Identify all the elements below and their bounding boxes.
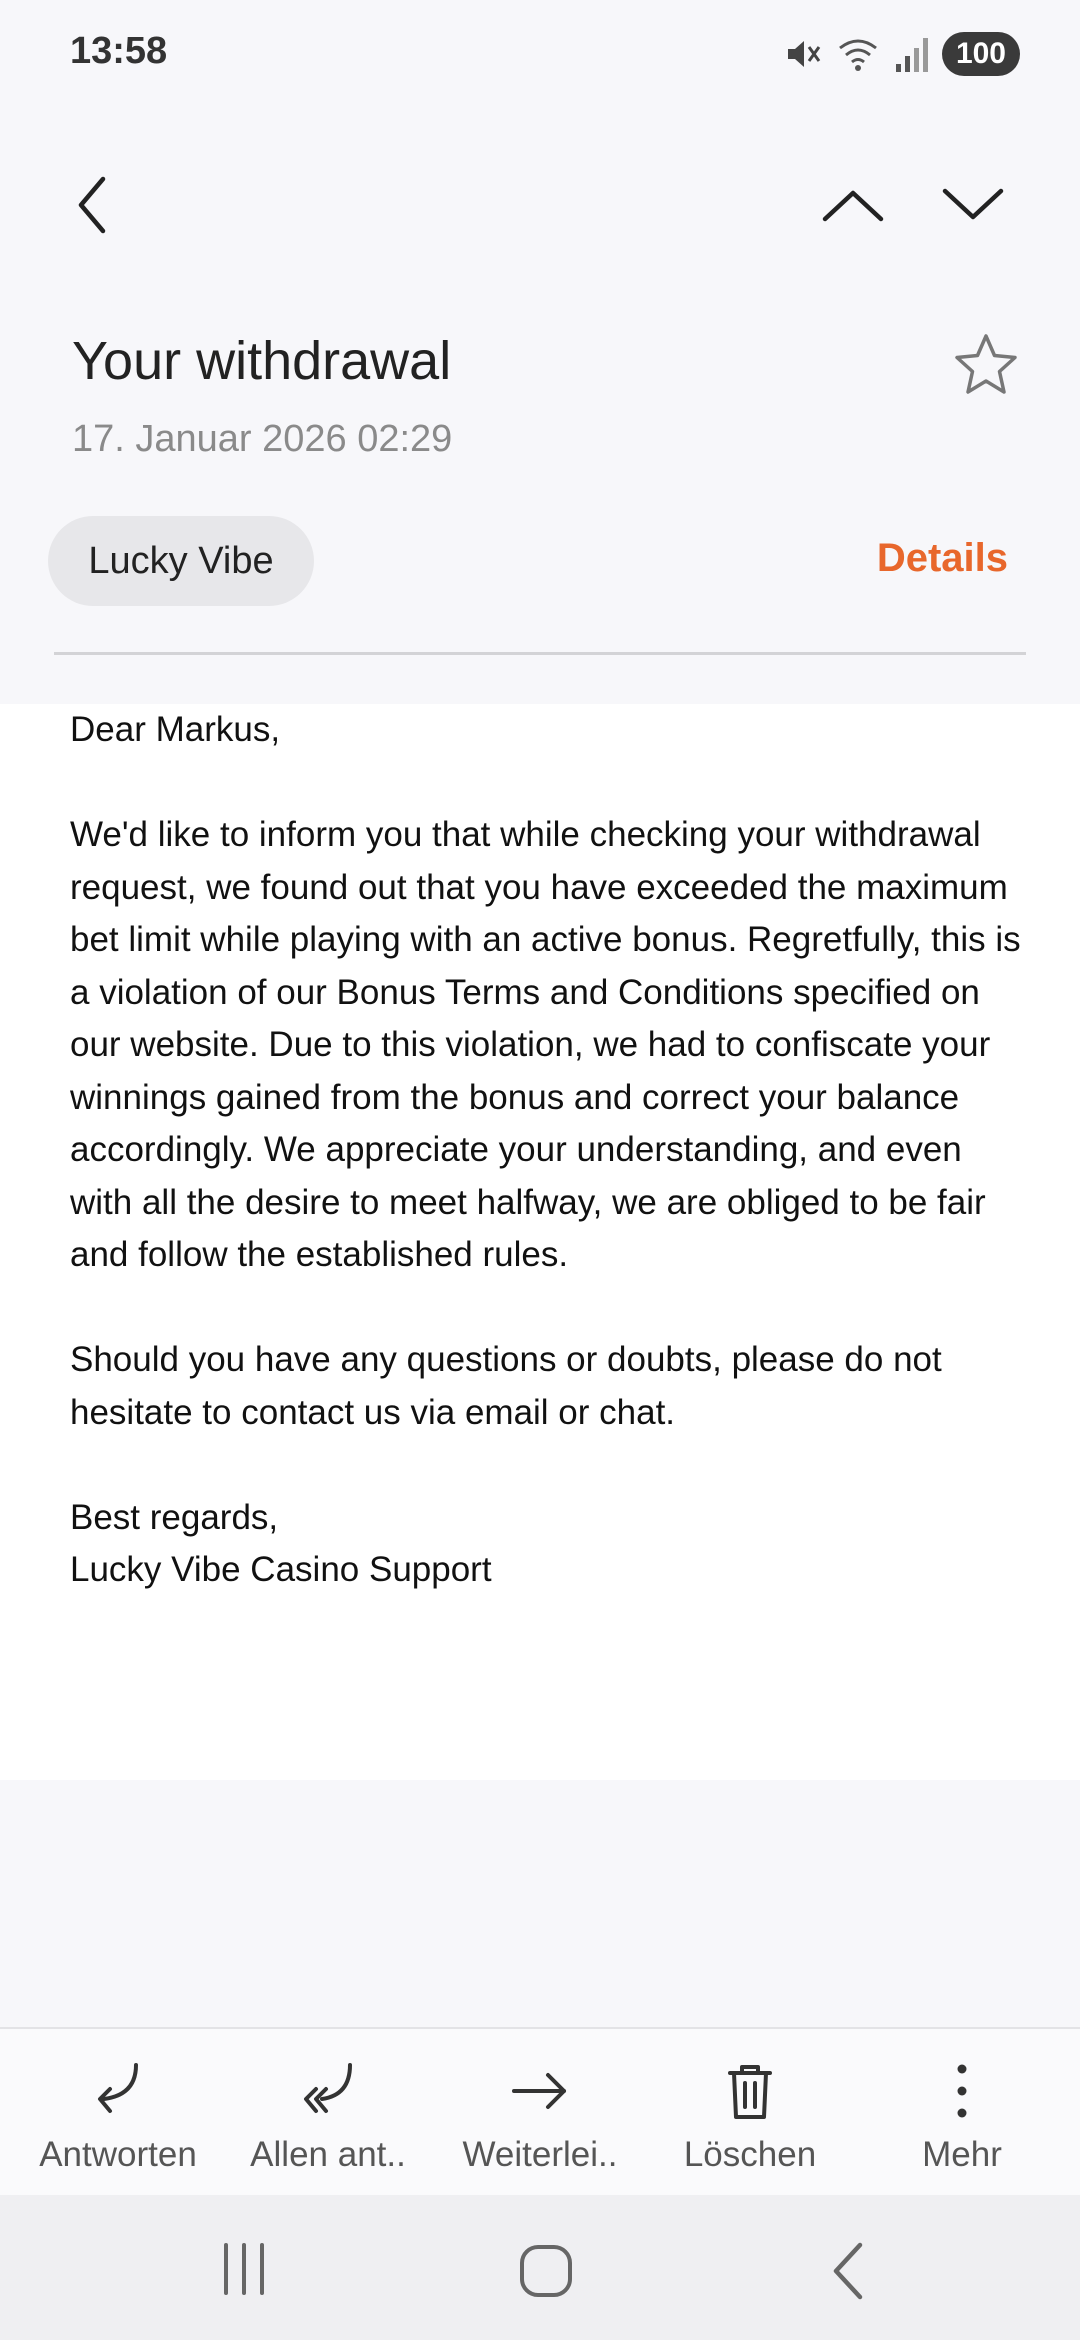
status-bar <box>0 0 1080 110</box>
email-date: 17. Januar 2026 02:29 <box>72 418 453 460</box>
back-arrow-icon <box>73 173 113 237</box>
greeting: Dear Markus, <box>70 710 281 749</box>
reply-button[interactable] <box>18 2029 218 2197</box>
details-link[interactable]: Details <box>876 536 1008 580</box>
more-vertical-icon <box>930 2059 994 2123</box>
wifi-icon <box>836 34 880 74</box>
reply-all-icon <box>296 2059 360 2123</box>
signal-icon <box>894 34 928 74</box>
reply-label: Antworten <box>39 2135 197 2174</box>
more-label: Mehr <box>922 2135 1002 2174</box>
forward-label: Weiterlei.. <box>462 2135 618 2174</box>
sender-chip[interactable]: Lucky Vibe <box>48 516 314 606</box>
previous-email-button[interactable] <box>808 160 898 250</box>
chevron-down-icon <box>941 185 1005 225</box>
reply-all-button[interactable] <box>228 2029 428 2197</box>
status-icons <box>782 32 1020 76</box>
forward-arrow-icon <box>508 2059 572 2123</box>
system-navigation-bar <box>0 2195 1080 2340</box>
reply-icon <box>86 2059 150 2123</box>
action-bar <box>0 2027 1080 2197</box>
header-divider <box>54 652 1026 655</box>
recent-apps-icon[interactable] <box>204 2231 284 2311</box>
chevron-up-icon <box>821 185 885 225</box>
body-paragraph: We'd like to inform you that while checking your withdrawal request, we found out that you have exceeded the maximum bet limit while playing with an active bonus. Regretfully, this is a violation of our Bonus Terms and Conditions specified on our website. Due to this violation, we had to confiscate your winnings gained from the bonus and correct your balance accordingly. We appreciate your understanding, and even with all the desire to meet halfway, we are obliged to be fair and follow the established rules. <box>70 815 1021 1274</box>
email-subject: Your withdrawal <box>72 331 452 391</box>
battery-level: 100 <box>942 32 1020 76</box>
star-icon[interactable] <box>950 330 1022 402</box>
system-back-icon[interactable] <box>808 2231 888 2311</box>
delete-button[interactable] <box>650 2029 850 2197</box>
home-icon[interactable] <box>506 2231 586 2311</box>
delete-label: Löschen <box>683 2135 817 2174</box>
trash-icon <box>718 2059 782 2123</box>
forward-button[interactable] <box>440 2029 640 2197</box>
back-button[interactable] <box>48 160 138 250</box>
mute-icon <box>782 34 822 74</box>
reply-all-label: Allen ant.. <box>250 2135 406 2174</box>
email-body <box>0 704 1080 1780</box>
email-body-text <box>70 704 1030 1597</box>
body-paragraph: Should you have any questions or doubts, please do not hesitate to contact us via email or chat. <box>70 1340 942 1432</box>
signoff: Best regards, <box>70 1497 279 1537</box>
more-button[interactable] <box>862 2029 1062 2197</box>
status-time: 13:58 <box>70 30 168 72</box>
signature: Lucky Vibe Casino Support <box>70 1550 492 1589</box>
top-navigation <box>0 160 1080 260</box>
next-email-button[interactable] <box>928 160 1018 250</box>
